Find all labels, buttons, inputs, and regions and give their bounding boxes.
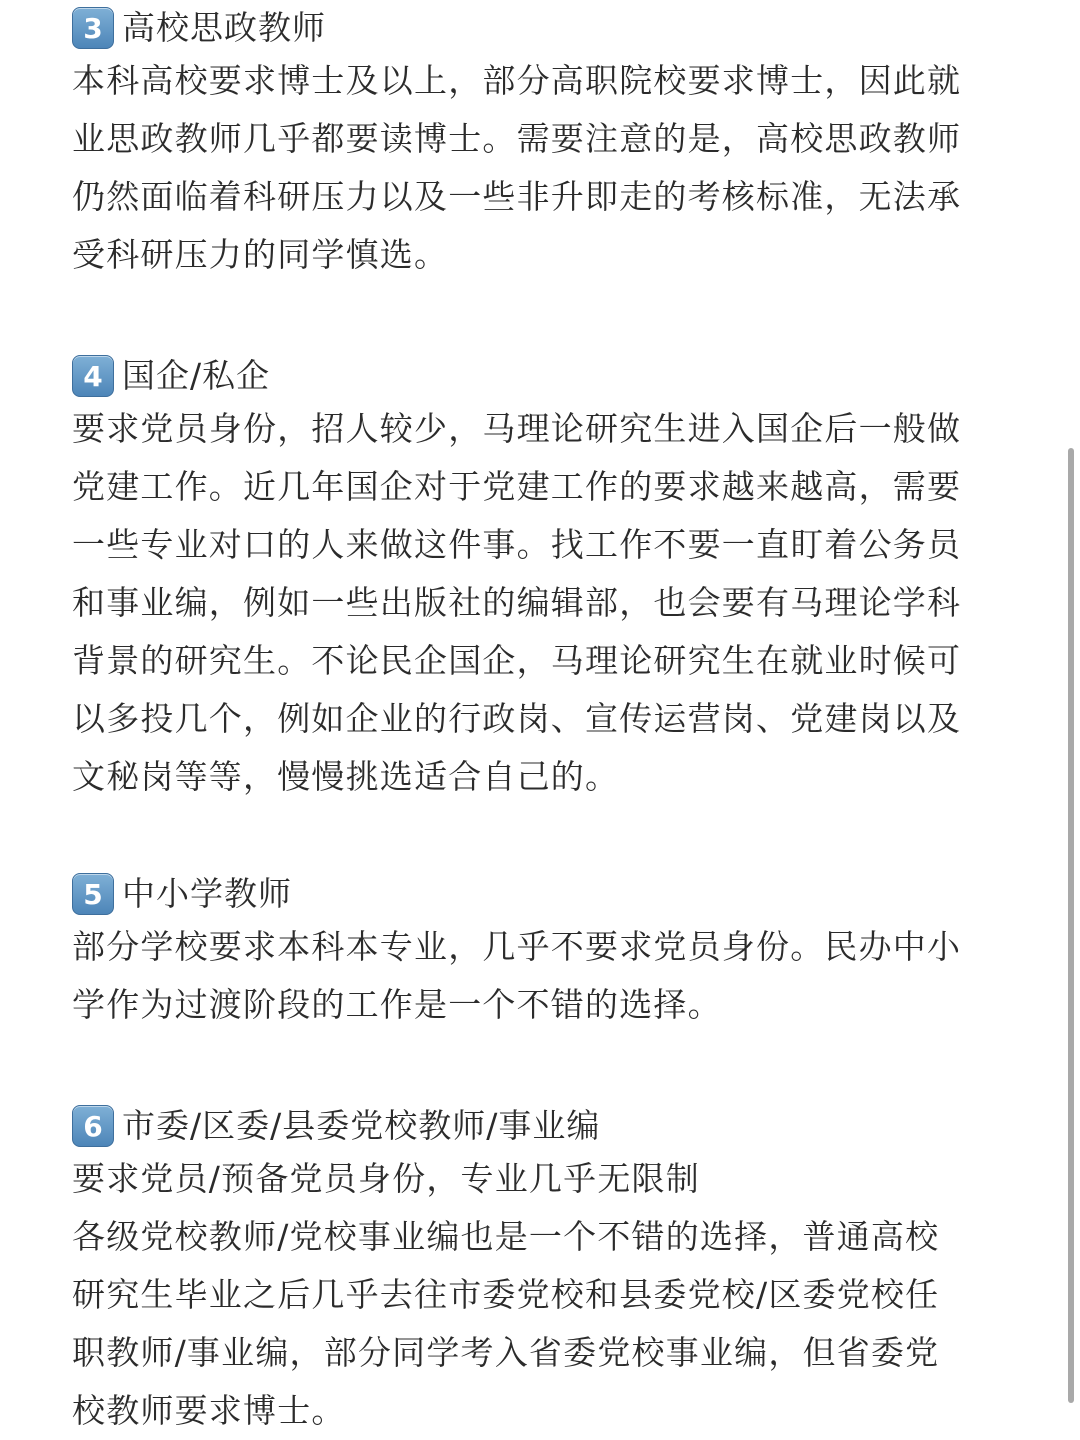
paragraph-line: 部分学校要求本科本专业，几乎不要求党员身份。民办中小 (72, 927, 962, 966)
paragraph-line: 一些专业对口的人来做这件事。找工作不要一直盯着公务员 (72, 525, 962, 564)
paragraph-line: 业思政教师几乎都要读博士。需要注意的是，高校思政教师 (72, 119, 962, 158)
paragraph-line: 职教师/事业编，部分同学考入省委党校事业编，但省委党 (72, 1333, 940, 1372)
section-body (72, 918, 1012, 1034)
paragraph-line: 文秘岗等等，慢慢挑选适合自己的。 (72, 757, 620, 796)
paragraph-line: 校教师要求博士。 (72, 1391, 346, 1430)
number-6-icon: 6 (72, 1105, 114, 1147)
section-title: 高校思政教师 (122, 8, 326, 47)
paragraph-line: 要求党员身份，招人较少，马理论研究生进入国企后一般做 (72, 409, 962, 448)
paragraph-line: 各级党校教师/党校事业编也是一个不错的选择，普通高校 (72, 1217, 940, 1256)
paragraph-line: 要求党员/预备党员身份，专业几乎无限制 (72, 1159, 700, 1198)
number-3-icon: 3 (72, 7, 114, 49)
section-enterprise (72, 352, 1012, 806)
section-body (72, 1150, 1012, 1440)
section-header (72, 870, 1012, 918)
section-party-school (72, 1102, 1012, 1440)
paragraph-line: 背景的研究生。不论民企国企，马理论研究生在就业时候可 (72, 641, 962, 680)
section-university-teacher (72, 4, 1012, 284)
number-5-icon: 5 (72, 873, 114, 915)
section-header (72, 1102, 1012, 1150)
section-title: 中小学教师 (122, 874, 292, 913)
vertical-scrollbar[interactable] (1068, 448, 1074, 1403)
section-header (72, 352, 1012, 400)
paragraph-line: 本科高校要求博士及以上，部分高职院校要求博士，因此就 (72, 61, 962, 100)
paragraph-line: 学作为过渡阶段的工作是一个不错的选择。 (72, 985, 722, 1024)
section-body (72, 400, 1012, 806)
number-4-icon: 4 (72, 355, 114, 397)
paragraph-line: 仍然面临着科研压力以及一些非升即走的考核标准，无法承 (72, 177, 962, 216)
paragraph-line: 研究生毕业之后几乎去往市委党校和县委党校/区委党校任 (72, 1275, 940, 1314)
paragraph-line: 受科研压力的同学慎选。 (72, 235, 449, 274)
section-title: 市委/区委/县委党校教师/事业编 (122, 1106, 601, 1145)
paragraph-line: 党建工作。近几年国企对于党建工作的要求越来越高，需要 (72, 467, 962, 506)
section-header (72, 4, 1012, 52)
paragraph-line: 以多投几个，例如企业的行政岗、宣传运营岗、党建岗以及 (72, 699, 962, 738)
section-title: 国企/私企 (122, 356, 271, 395)
section-body (72, 52, 1012, 284)
paragraph-line: 和事业编，例如一些出版社的编辑部，也会要有马理论学科 (72, 583, 962, 622)
section-school-teacher (72, 870, 1012, 1034)
